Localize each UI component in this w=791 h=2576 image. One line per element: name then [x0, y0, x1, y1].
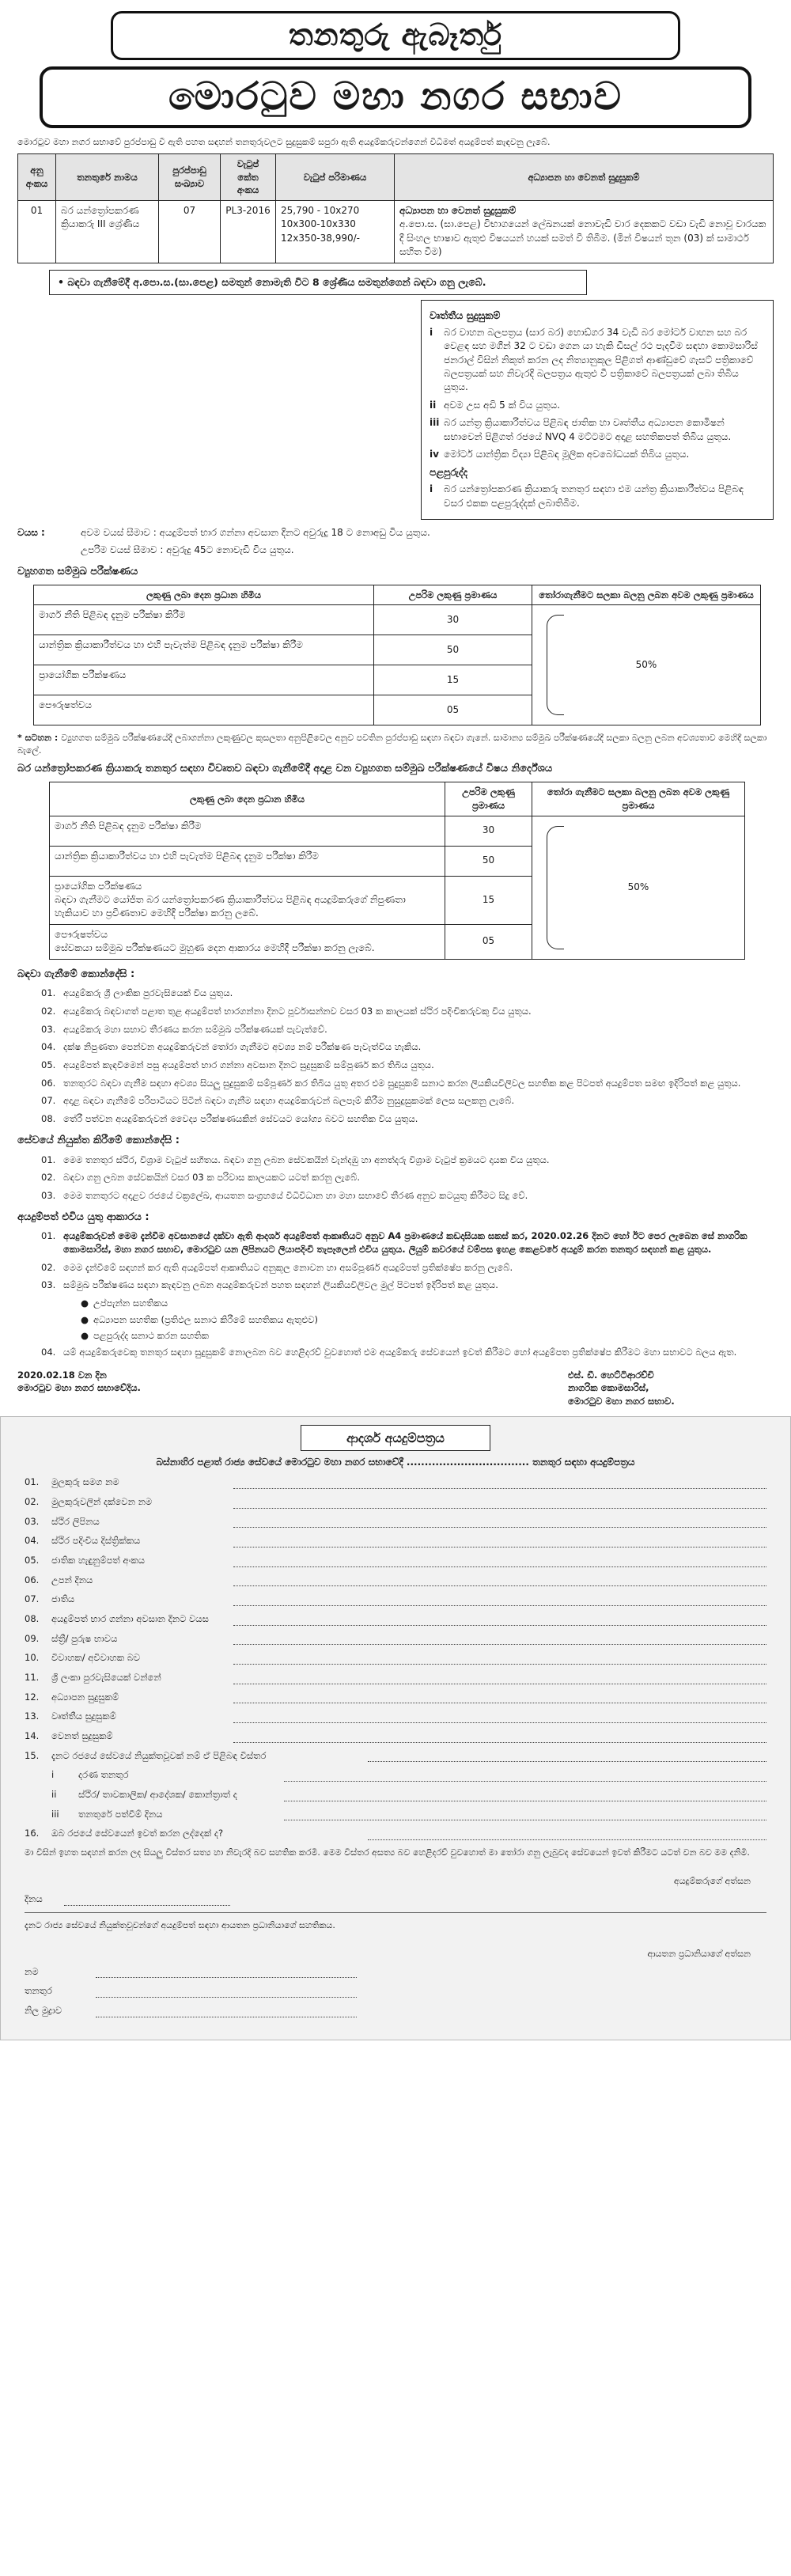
- field-input[interactable]: [368, 1829, 766, 1840]
- item-number: 02.: [41, 1172, 56, 1184]
- signoff: [17, 1369, 774, 1408]
- form-field[interactable]: [25, 1892, 230, 1906]
- item-text: අදාළ බඳවා ගැනීමේ පරිපාටියට පිටින් බඳවා ගැනීම සඳහා අයදුම්කරුවන් බලපෑම් කිරීම නුසුදුසුකමක් ලෙස සලකනු ලැබේ.: [63, 1095, 515, 1107]
- exam-item: පෞරුෂත්වය: [34, 695, 374, 725]
- list-item: [41, 1261, 774, 1275]
- field-input[interactable]: [233, 1595, 766, 1606]
- list-item: [430, 326, 765, 395]
- field-input[interactable]: [233, 1732, 766, 1743]
- exam-item-detail: බඳවා ගැනීමට යෝජිත බර යන්ත්‍රෝපකරණ ක්‍රියාකාරීත්වය පිළිබඳ අයදුම්කරුගේ නිපුණතා හැකියාව හා ප්‍රවීණතාව මෙහිදී පරීක්ෂා කරනු ලබේ.: [55, 893, 406, 919]
- field-input[interactable]: [233, 1673, 766, 1684]
- exam-min-pct-cell: [532, 605, 761, 725]
- field-input[interactable]: [233, 1498, 766, 1509]
- exam-min-pct: 50%: [627, 881, 649, 892]
- list-item: [41, 1112, 774, 1126]
- heavy-exam-table: [49, 782, 745, 959]
- bullet-icon: •: [58, 275, 68, 288]
- signoff-right: [568, 1369, 774, 1408]
- exam-max: 05: [374, 695, 532, 725]
- item-text: යම් අයදුම්කරුවෙකු තනතුර සඳහා සුදුසුකම් නොලබන බව හෙළිදරව් වුවහොත් එම අයදුම්කරු සේවයෙන් ඉවත් කිරීමට හෝ අයදුම්පත ප්‍රතික්ෂේප කිරීමට මහා සභාවට බලය ඇත.: [63, 1347, 737, 1358]
- item-number: 02.: [41, 1006, 56, 1017]
- vocational-section: [17, 300, 774, 521]
- exam-max: 15: [374, 665, 532, 695]
- field-input[interactable]: [233, 1634, 766, 1645]
- note-label: * සටහන :: [17, 733, 59, 744]
- field-label: උපන් දිනය: [51, 1574, 93, 1585]
- declaration-text: මා විසින් ඉහත සඳහන් කරන ලද සියලු විස්තර සත්‍ය හා නිවැරදි බව සහතික කරමි. මෙම විස්තර අසත්‍ය බව හෙළිදරව් වුවහොත් මා තෝරා ගනු ලැබුවද සේවයෙන් ඉවත් කිරීමට යටත් වන බව මම දනිමි.: [25, 1847, 750, 1858]
- note: [17, 732, 774, 757]
- list-item: [81, 1329, 774, 1343]
- field-input[interactable]: [96, 1987, 357, 1998]
- field-number: 10.: [25, 1652, 40, 1664]
- field-input[interactable]: [233, 1556, 766, 1567]
- post-table-header: [18, 153, 774, 200]
- field-label: නම: [25, 1965, 39, 1977]
- exam-item-detail: සේවකයා සම්මුඛ පරීක්ෂණයට මුහුණ දෙන ආකාරය මෙහිදී පරීක්ෂා කරනු ලැබේ.: [55, 942, 375, 954]
- item-text: මෝටර් යාන්ත්‍රික විද්‍යා පිළිබඳ මූලික අවබෝධයක් තිබිය යුතුය.: [444, 448, 690, 460]
- field-number: 15.: [25, 1749, 40, 1761]
- field-label: ස්ථිර/ තාවකාලික/ ආදේශක/ කොන්ත්‍රාත් ද: [78, 1789, 237, 1801]
- list-item: [41, 1023, 774, 1036]
- model-application-form: [0, 1416, 791, 2040]
- list-item: [41, 1094, 774, 1108]
- field-number: 04.: [25, 1535, 40, 1547]
- age-min-text: අවම වයස් සීමාව : අයදුම්පත් භාර ගන්නා අවසාන දිනට අවුරුදු 18 ට නොඅඩු විය යුතුය.: [81, 527, 430, 539]
- field-input[interactable]: [233, 1692, 766, 1703]
- field-label: වෘත්තීය සුදුසුකම්: [51, 1710, 116, 1722]
- exam-item-cell: [50, 924, 445, 959]
- form-field[interactable]: [25, 1965, 357, 1979]
- post-qualifications: [395, 200, 774, 263]
- list-item: [41, 1154, 774, 1167]
- form-field[interactable]: [25, 1827, 766, 1840]
- form-field[interactable]: [51, 1788, 766, 1801]
- field-input[interactable]: [64, 1895, 230, 1906]
- list-item: [41, 1229, 774, 1256]
- field-label: තනතුර: [25, 1985, 52, 1997]
- heavy-exam-title: බර යන්ත්‍රෝපකරණ ක්‍රියාකරු තනතුර සඳහා විවෘතව බඳවා ගැනීමේදී අදාළ වන ව්‍යුහගත සම්මුඛ පරීක්ෂණයේ විෂය නිර්දේශය: [17, 763, 553, 775]
- certification-text: දැනට රාජ්‍ය සේවයේ නියුක්තවූවන්ගේ අයදුම්පත් සඳහා ආයතන ප්‍රධානියාගේ සහතිකය.: [25, 1919, 335, 1930]
- field-input[interactable]: [233, 1517, 766, 1528]
- form-field[interactable]: [25, 1984, 357, 1998]
- field-input[interactable]: [233, 1615, 766, 1626]
- item-text: අවම උස අඩි 5 ක් විය යුතුය.: [444, 399, 561, 411]
- service-conditions-list: [41, 1154, 774, 1203]
- item-text: පළපුරුද්ද සනාථ කරන සහතික: [93, 1330, 209, 1342]
- list-item: [41, 1005, 774, 1018]
- item-number: iv: [430, 448, 439, 460]
- table-row: [50, 816, 745, 846]
- exam-item: මාර්ග නීති පිළිබඳ දැනුම පරීක්ෂා කිරීම: [50, 816, 445, 846]
- field-label: අධ්‍යාපන සුදුසුකම්: [51, 1691, 119, 1703]
- exam-item: යාන්ත්‍රික ක්‍රියාකාරීත්වය හා එහි පැවැත්ම පිළිබඳ දැනුම පරීක්ෂා කිරීම: [34, 635, 374, 665]
- list-item: [81, 1313, 774, 1327]
- signer-name: එස්. ඩී. හෙට්ටිආරච්චි: [568, 1369, 654, 1381]
- list-item: [41, 987, 774, 1000]
- list-item: [430, 483, 765, 510]
- recruit-conditions-list: [41, 987, 774, 1125]
- application-title: අයදුම්පත් එවිය යුතු ආකාරය :: [17, 1210, 149, 1223]
- field-label: ස්ථිර ලිපිනය: [51, 1515, 100, 1527]
- form-field[interactable]: [25, 1749, 766, 1763]
- recruit-conditions-title: බඳවා ගැනීමේ කොන්දේසි :: [17, 968, 135, 980]
- field-label: අයදුම්පත් භාර ගන්නා අවසාන දිනට වයස: [51, 1613, 209, 1625]
- field-input[interactable]: [284, 1771, 766, 1782]
- post-scale: 25,790 - 10x270 10x300-10x330 12x350-38,990/-: [276, 200, 395, 263]
- qual-title: අධ්‍යාපන හා වෙනත් සුදුසුකම්: [399, 204, 517, 216]
- field-number: 08.: [25, 1613, 40, 1625]
- header-vacancies: පුරප්පාඩු සංඛ්‍යාව: [159, 153, 221, 200]
- field-input[interactable]: [233, 1654, 766, 1665]
- service-conditions-title: සේවයේ නියුක්ත කිරීමේ කොන්දේසි :: [17, 1134, 180, 1146]
- item-number: 04.: [41, 1041, 56, 1053]
- item-text: බර වාහන බලපත්‍රය (සාර බර) හොඩ්ගර 34 වැඩි බර මෝටර් වාහන සහ බර වෙළඳ සහ මගීන් 32 ට වඩා ගෙන යා හැකි ඩීසල් රථ පැදවීම සඳහා කොමසාරිස් ජනරාල් විසින් නිකුත් කරන ලද නිත්‍යානුකූල පිළිගත් ආණ්ඩුවේ ගැසට් පත්‍රිකාවේ බලපත්‍රයක් සහ නිවැරදි බලපත්‍රය ඇතුළු වී පත්‍රිකාවේ බලපත්‍රයක් ලබා තිබිය යුතුය.: [444, 326, 758, 393]
- spacer: [17, 300, 421, 521]
- post-count: 07: [159, 200, 221, 263]
- field-number: 14.: [25, 1730, 40, 1742]
- field-label: විවාහක/ අවිවාහක බව: [51, 1652, 141, 1664]
- field-number: 09.: [25, 1632, 40, 1644]
- note-text: ව්‍යුහගත සම්මුඛ පරීක්ෂණයේදී ලබාගන්නා ලකුණුවල කුසලතා අනුපිළිවෙල අනුව පවතින පුරප්පාඩු සඳහා බඳවා ගැනේ. සාමාන්‍ය සම්මුඛ පරීක්ෂණයේදී සලකා බලනු ලබන අවශ්‍යතාව මෙහිදී සලකා බැලේ.: [17, 733, 767, 756]
- list-item: [81, 1297, 774, 1310]
- field-number: 05.: [25, 1555, 40, 1566]
- item-number: ii: [430, 399, 437, 411]
- item-text: මෙම දැන්වීමේ සඳහන් කර ඇති අයදුම්පත් ආකෘතියට අනුකූල නොවන හා අසම්පූර්ණ අයදුම්පත් ප්‍රතික්ෂේප කරනු ලැබේ.: [63, 1261, 513, 1273]
- exam-item-cell: [50, 876, 445, 924]
- field-label: නිල මුද්‍රාව: [25, 2004, 62, 2016]
- recruitment-notice: [49, 270, 587, 295]
- exam-max: 50: [445, 846, 532, 876]
- field-input[interactable]: [233, 1478, 766, 1489]
- exam-header-item: ලකුණු ලබා දෙන ප්‍රධාන හිමිය: [50, 782, 445, 816]
- field-label: ජාතිය: [51, 1593, 75, 1605]
- field-number: 01.: [25, 1476, 40, 1488]
- item-text: බර යන්ත්‍ර ක්‍රියාකාරිත්වය පිළිබඳ ජාතික හා වෘත්තීය අධ්‍යාපන කොමිෂන් සභාවෙන් පිළිගත් රජයේ NVQ 4 මට්ටමට අදාළ සහතිකපත් තිබිය යුතුය.: [444, 417, 732, 442]
- form-field[interactable]: [25, 1534, 766, 1547]
- field-input[interactable]: [284, 1790, 766, 1801]
- form-field[interactable]: [25, 1632, 766, 1646]
- list-item: [41, 1059, 774, 1072]
- item-text: තනතුරට බඳවා ගැනීම සඳහා අවශ්‍ය සියලු සුදුසුකම් සම්පූර්ණ කර තිබිය යුතු අතර එම සුදුසුකම් සනාථ කරන ලියකියවිලිවල සහතික කළ පිටපත් අයදුම්පත සමඟ ඉදිරිපත් කළ යුතුය.: [63, 1077, 741, 1089]
- field-input[interactable]: [284, 1809, 766, 1820]
- field-number: 06.: [25, 1574, 40, 1585]
- table-row: [34, 605, 761, 635]
- exam-header-max: උපරිම ලකුණු ප්‍රමාණය: [374, 585, 532, 605]
- field-number: 16.: [25, 1828, 40, 1839]
- item-number: 01.: [41, 1154, 56, 1165]
- list-item: [430, 448, 765, 461]
- header-salary-scale: වැටුප් පරිමාණය: [276, 153, 395, 200]
- item-text: මෙම තනතුර ස්ථිර, විශ්‍රාම වැටුප් සහිතය. බඳවා ගනු ලබන සේවකයින් වැන්දඹු හා අනත්දරු විශ්‍රාම වැටුප් ක්‍රමයට දායක විය යුතුය.: [63, 1154, 550, 1165]
- field-label: ස්ත්‍රී/ පුරුෂ භාවය: [51, 1632, 118, 1644]
- field-number: 02.: [25, 1496, 40, 1508]
- organization-banner: මොරටුව මහා නගර සභාව: [40, 66, 751, 128]
- list-item: [41, 1040, 774, 1054]
- field-label: මුලකුරුවලින් දක්වෙන නම: [51, 1496, 153, 1508]
- field-label: මුලකුරු සමග නම: [51, 1476, 119, 1488]
- item-text: අයදුම්කරු බඳවාගත් පළාත තුළ අයදුම්පත් භාරගන්නා දිනට පූර්වාසන්නව වසර 03 ක කාලයක් ස්ථිර පදිංචිකරුවකු විය යුතුය.: [63, 1006, 532, 1017]
- post-code: PL3-2016: [221, 200, 276, 263]
- list-item: [41, 1279, 774, 1292]
- item-text: බඳවා ගනු ලබන සේවකයින් වසර 03 ක පරිවාස කාලයකට යටත් කරනු ලැබේ.: [63, 1172, 361, 1184]
- signoff-date: 2020.02.18 වන දින: [17, 1369, 107, 1381]
- brace-icon: [547, 826, 564, 949]
- field-number: 11.: [25, 1672, 40, 1684]
- item-text: අධ්‍යාපන සහතික (ප්‍රතිඵල සනාථ කිරීමේ සහතිකය ඇතුළුව): [93, 1313, 319, 1325]
- signoff-left: [17, 1369, 141, 1408]
- exam-max: 30: [445, 816, 532, 846]
- header-qualifications: අධ්‍යාපන හා වෙනත් සුදුසුකම්: [395, 153, 774, 200]
- list-item: [41, 1077, 774, 1090]
- field-label: දැනට රජයේ සේවයේ නියුක්තවූවක් නම් ඒ පිළිබඳ විස්තර: [51, 1749, 267, 1761]
- exam-max: 15: [445, 876, 532, 924]
- item-text: අයදුම්කරු මහා සභාව තීරණය කරන සම්මුඛ පරීක්ෂණයක් පැවැත්වේ.: [63, 1023, 327, 1035]
- post-no: 01: [18, 200, 56, 263]
- structured-exam-table: [33, 585, 761, 726]
- form-field[interactable]: [25, 1729, 766, 1743]
- form-field[interactable]: [25, 1671, 766, 1684]
- field-input[interactable]: [96, 1967, 357, 1978]
- applicant-signature-label: අයදුම්කරුගේ අත්සන: [673, 1876, 751, 1887]
- age-label: වයස :: [17, 527, 45, 539]
- field-input[interactable]: [96, 2006, 357, 2017]
- item-number: 08.: [41, 1113, 56, 1125]
- intro-text: මොරටුව මහා නගර සභාවේ පුරප්පාඩු වී ඇති පහත සඳහන් තනතුරුවලට සුදුසුකම් සපුරා ඇති අයදුම්කරුවන්ගෙන් විධිමත් අයදුම්පත් කැඳවනු ලැබේ.: [17, 137, 551, 147]
- exam-table-header: [34, 585, 761, 605]
- item-text: තේරී පත්වන අයදුම්කරුවන් වෛද්‍ය පරීක්ෂණයකින් සේවයට යෝග්‍ය බවට සහතික විය යුතුය.: [63, 1113, 418, 1125]
- form-field[interactable]: [25, 1651, 766, 1665]
- item-text: මෙම තනතුරට අදාළව රජයේ චක්‍රලේඛ, ආයතන සංග්‍රහයේ විධිවිධාන හා මහා සභාවේ තීරණ අනුව කටයුතු කිරීමට සිදු වේ.: [63, 1189, 528, 1201]
- item-number: i: [430, 483, 433, 495]
- vocational-title: වෘත්තීය සුදුසුකම්: [430, 309, 501, 321]
- form-field[interactable]: [25, 1515, 766, 1529]
- post-table: [17, 153, 774, 263]
- item-text: අයදුම්කරුවන් මෙම දැන්වීම අවසානයේ දක්වා ඇති ආදර්ශ අයදුම්පත් ආකෘතියට අනුව A4 ප්‍රමාණයේ කඩදාසියක සකස් කර, 2020.02.26 දිනට හෝ ඊට පෙර ලැබෙන සේ නාගරික කොමසාරිස්, මහා නගර සභාව, මොරටුව යන ලිපිනයට ලියාපදිංචි තැපෑලෙන් එවිය යුතුය. ලියුම් කවරයේ වම්පස ඉහළ කෙළවරේ අයදුම් කරන තනතුර සඳහන් කළ යුතුය.: [63, 1230, 747, 1256]
- divider: [25, 1912, 766, 1913]
- exam-header-max: උපරිම ලකුණු ප්‍රමාණය: [445, 782, 532, 816]
- signoff-place: මොරටුව මහා නගර සභාවේදිය.: [17, 1382, 141, 1394]
- bullet-icon: ●: [81, 1330, 89, 1342]
- item-number: 04.: [41, 1347, 56, 1358]
- exam-header-item: ලකුණු ලබා දෙන ප්‍රධාන හිමිය: [34, 585, 374, 605]
- age-block: [17, 526, 774, 557]
- exam-item: යාන්ත්‍රික ක්‍රියාකාරීත්වය හා එහි පැවැත්ම පිළිබඳ දැනුම පරීක්ෂා කිරීම: [50, 846, 445, 876]
- exam-min-pct-cell: [532, 816, 745, 959]
- form-field[interactable]: [51, 1768, 766, 1782]
- item-number: 03.: [41, 1023, 56, 1035]
- exam-table-header: [50, 782, 745, 816]
- notice-text: බඳවා ගැනීමේදී අ.පො.ස.(සා.පෙළ) සමතුන් නොමැති විට 8 ශ්‍රේණිය සමතුන්ගෙන් බඳවා ගනු ලැබේ.: [67, 275, 486, 288]
- field-label: දිනය: [25, 1893, 43, 1905]
- form-field[interactable]: [25, 1554, 766, 1567]
- field-input[interactable]: [368, 1751, 766, 1762]
- field-label: ශ්‍රී ලංකා පුරවැසියෙක් වන්නේ: [51, 1672, 161, 1684]
- list-item: [41, 1171, 774, 1184]
- form-field[interactable]: [25, 1495, 766, 1509]
- form-field[interactable]: [25, 1691, 766, 1704]
- page-title: තනතුරු ඇබෑර්තු: [111, 11, 680, 60]
- field-input[interactable]: [233, 1712, 766, 1723]
- age-min: [17, 526, 774, 540]
- item-number: 02.: [41, 1261, 56, 1273]
- form-field[interactable]: [25, 1612, 766, 1626]
- item-text: බර යන්ත්‍රෝපකරණ ක්‍රියාකරු තනතුර සඳහා එම යන්ත්‍ර ක්‍රියාකාරීත්වය පිළිබඳ වසර එකක පළපුරුද්දක් ලබාතිබීම.: [444, 483, 744, 509]
- government-service-details: [51, 1768, 766, 1820]
- exam-item: ප්‍රායෝගික පරීක්ෂණය: [34, 665, 374, 695]
- exam-item: ප්‍රායෝගික පරීක්ෂණය: [55, 880, 142, 892]
- item-number: 01.: [41, 1230, 56, 1242]
- form-field[interactable]: [25, 2004, 357, 2017]
- field-number: ii: [51, 1789, 57, 1801]
- item-text: සම්මුඛ පරීක්ෂණය සඳහා කැඳවනු ලබන අයදුම්කරුවන් පහත සඳහන් ලියකියවිලිවල මුල් පිටපත් ඉදිරිපත් කළ යුතුය.: [63, 1279, 498, 1291]
- item-number: 07.: [41, 1095, 56, 1107]
- field-number: 07.: [25, 1593, 40, 1605]
- header-no: අනු අංකය: [18, 153, 56, 200]
- table-row: [18, 200, 774, 263]
- item-text: අයදුම්කරු ශ්‍රී ලාංකික පුරවැසියෙක් විය යුතුය.: [63, 987, 233, 999]
- exam-item: මාර්ග නීති පිළිබඳ දැනුම පරීක්ෂා කිරීම: [34, 605, 374, 635]
- field-label: දරණ තනතුර: [78, 1769, 129, 1781]
- item-number: 06.: [41, 1077, 56, 1089]
- post-name: බර යන්ත්‍රෝපකරණ ක්‍රියාකරු III ශ්‍රේණිය: [56, 200, 159, 263]
- item-number: 03.: [41, 1279, 56, 1291]
- exam-header-min: තෝරා ගැනීමට සලකා බලනු ලබන අවම ලකුණු ප්‍රමාණය: [532, 782, 745, 816]
- age-max: උපරිම වයස් සීමාව : අවුරුදු 45ට නොවැඩි විය යුතුය.: [81, 544, 294, 555]
- exam-max: 30: [374, 605, 532, 635]
- exam-item: පෞරුෂත්වය: [55, 928, 108, 940]
- signer-title: නාගරික කොමසාරිස්,: [568, 1382, 649, 1394]
- field-label: වෙනත් සුදුසුකම්: [51, 1730, 113, 1742]
- vocational-box: [421, 300, 774, 521]
- field-label: තනතුරේ පත්වීම් දිනය: [78, 1808, 163, 1820]
- field-input[interactable]: [233, 1536, 766, 1547]
- exam-max: 05: [445, 924, 532, 959]
- item-number: 03.: [41, 1189, 56, 1201]
- application-list-continued: [41, 1346, 774, 1359]
- bullet-icon: ●: [81, 1297, 89, 1309]
- field-number: iii: [51, 1808, 59, 1820]
- documents-list: [81, 1297, 774, 1343]
- experience-title: පළපුරුද්ද: [430, 466, 468, 479]
- list-item: [430, 416, 765, 444]
- item-text: දක්ෂ නිපුණතා පෙන්වන අයදුම්කරුවන් තෝරා ගැනීමට අවශ්‍ය නම් පරීක්ෂණ පැවැත්විය හැකිය.: [63, 1041, 422, 1053]
- form-subtitle: බස්නාහිර පළාත් රාජ්‍ය සේවයේ මොරටුව මහා නගර සභාවේදී .................................. තනතුර සඳහා අයදුම්පත්‍රය: [156, 1457, 635, 1468]
- form-field[interactable]: [51, 1808, 766, 1821]
- field-number: 12.: [25, 1691, 40, 1703]
- field-label: ඔබ රජයේ සේවයෙන් ඉවත් කරන ලද්දෙක් ද?: [51, 1828, 224, 1839]
- signer-organization: මොරටුව මහා නගර සභාව.: [568, 1396, 675, 1407]
- item-number: 01.: [41, 987, 56, 999]
- field-number: 03.: [25, 1515, 40, 1527]
- brace-icon: [547, 615, 564, 715]
- form-field[interactable]: [25, 1710, 766, 1723]
- form-field[interactable]: [25, 1593, 766, 1606]
- item-number: 05.: [41, 1059, 56, 1071]
- item-text: උප්පැන්න සහතිකය: [93, 1297, 168, 1309]
- field-number: 13.: [25, 1710, 40, 1722]
- form-field[interactable]: [25, 1476, 766, 1489]
- head-signature-label: ආයතන ප්‍රධානියාගේ අත්සන: [647, 1948, 751, 1959]
- bullet-icon: ●: [81, 1313, 89, 1325]
- structured-exam-title: ව්‍යුහගත සම්මුඛ පරීක්ෂණය: [17, 565, 138, 578]
- exam-min-pct: 50%: [635, 659, 657, 671]
- list-item: [41, 1189, 774, 1203]
- exam-header-min: තෝරාගැනීමට සලකා බලනු ලබන අවම ලකුණු ප්‍රමාණය: [532, 585, 761, 605]
- application-list: [41, 1229, 774, 1292]
- list-item: [41, 1346, 774, 1359]
- exam-max: 50: [374, 635, 532, 665]
- item-text: අයදුම්පත් කැඳවීමෙන් පසු අයදුම්පත් භාර ගන්නා අවසාන දිනට සුදුසුකම් සම්පූර්ණ කර තිබිය යුතුය.: [63, 1059, 434, 1071]
- list-item: [430, 399, 765, 412]
- qual-text: අ.පො.ස. (සා.පෙළ) විභාගයෙන් ලේඛනයක් නොවැඩි වාර දෙකකට වඩා වැඩි නොවූ වාරයක දී සිංහල භාෂාව ඇතුළු විෂයයන් හයක් සමත් වී තිබීම. (මින් විෂයන් තුන (03) ක් සාමාර්ථ සහිත වීම): [399, 218, 766, 258]
- form-title: ආදර්ශ අයදුම්පත්‍රය: [301, 1425, 490, 1451]
- header-salary-code: වැටුප් කේත අංකය: [221, 153, 276, 200]
- field-number: i: [51, 1769, 55, 1781]
- form-field[interactable]: [25, 1574, 766, 1587]
- field-label: ස්ථිර පදිංචිය දිස්ත්‍රික්කය: [51, 1535, 141, 1547]
- field-input[interactable]: [233, 1575, 766, 1586]
- header-post-name: තනතුරේ නාමය: [56, 153, 159, 200]
- item-number: i: [430, 326, 433, 338]
- field-label: ජාතික හැඳුනුම්පත් අංකය: [51, 1555, 146, 1566]
- item-number: iii: [430, 417, 440, 429]
